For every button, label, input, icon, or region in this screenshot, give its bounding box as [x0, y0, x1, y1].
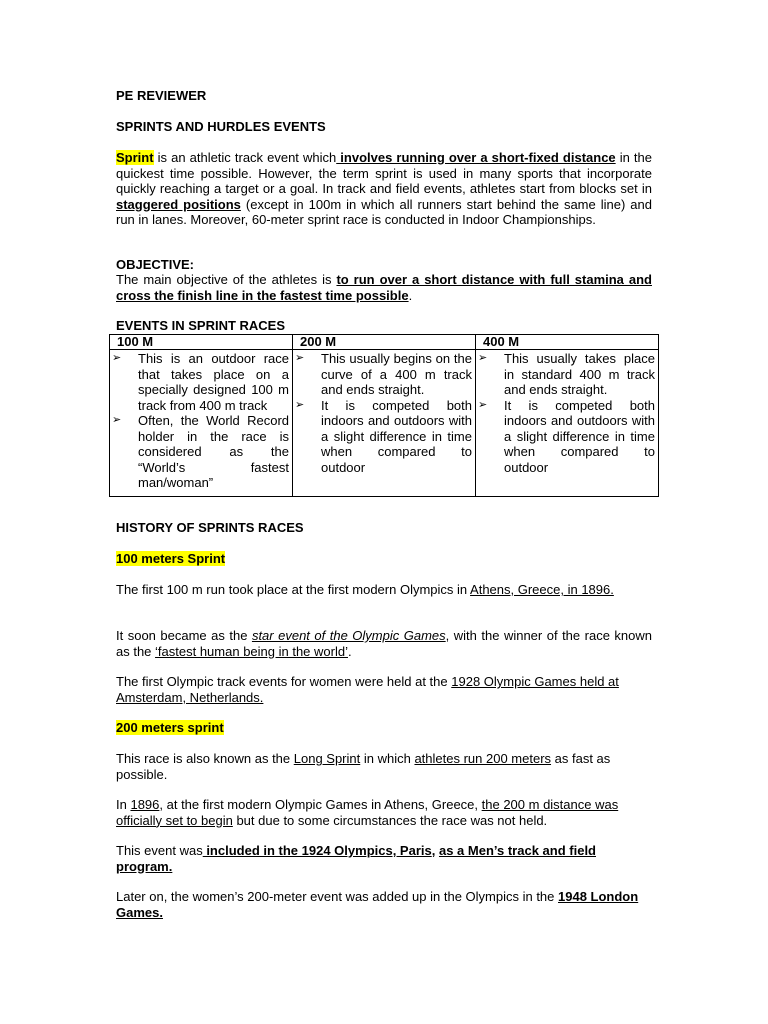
term-highlight: Sprint — [116, 150, 154, 165]
history-200m-p2: In 1896, at the first modern Olympic Games in Athens, Greece, the 200 m distance was officially set to begin but due to some circumstances the race was not held. — [116, 797, 619, 828]
subheading-200m: 200 meters sprint — [116, 720, 224, 735]
history-200m-p1: This race is also known as the Long Sprint in which athletes run 200 meters as fast as possible. — [116, 751, 611, 782]
table-row — [110, 350, 659, 497]
arrow-bullet-icon: ➢ — [112, 352, 122, 364]
arrow-bullet-icon: ➢ — [112, 414, 122, 426]
history-200m-p4: Later on, the women’s 200-meter event was added up in the Olympics in the 1948 London Games. — [116, 889, 639, 920]
emphasis: involves running over a short-fixed distance — [336, 150, 616, 165]
arrow-bullet-icon: ➢ — [295, 352, 305, 364]
arrow-bullet-icon: ➢ — [478, 352, 488, 364]
arrow-bullet-icon: ➢ — [295, 398, 305, 411]
history-100m-p1: The first 100 m run took place at the first modern Olympics in Athens, Greece, in 1896. — [116, 582, 614, 597]
history-100m-p2: It soon became as the star event of the Olympic Games, with the winner of the race known as the ‘fastest human being in the world’. — [116, 628, 652, 659]
list-item: ➢ It is competed both indoors and outdoors with a slight difference in time when compared to outdoor — [295, 397, 472, 475]
history-heading: HISTORY OF SPRINTS RACES — [116, 520, 304, 535]
subheading-100m: 100 meters Sprint — [116, 551, 226, 566]
table-cell-100m — [110, 350, 293, 497]
section-title: SPRINTS AND HURDLES EVENTS — [116, 119, 326, 134]
objective-paragraph: The main objective of the athletes is to run over a short distance with full stamina and cross the finish line in the fastest time possible. — [116, 272, 652, 303]
doc-title: PE REVIEWER — [116, 88, 207, 103]
intro-paragraph: Sprint is an athletic track event which involves running over a short-fixed distance in the quickest time possible. However, the term sprint is used in many sports that incorporate quickly reaching a target or a goal. In track and field events, athletes start from blocks set in staggered positions (except in 100m in which all runners start behind the same line) and run in lanes. Moreover, 60-meter sprint race is conducted in Indoor Championships. — [116, 150, 652, 227]
table-header-100m: 100 M — [110, 335, 293, 350]
table-cell-200m — [293, 350, 476, 497]
table-header-row — [110, 335, 659, 350]
list-item: ➢ Often, the World Record holder in the race is considered as the “World’s fastest man/woman” — [112, 413, 289, 490]
emphasis: staggered positions — [116, 196, 241, 212]
list-item: ➢ This usually begins on the curve of a 400 m track and ends straight. — [295, 351, 472, 397]
history-100m-p3: The first Olympic track events for women were held at the 1928 Olympic Games held at Amsterdam, Netherlands. — [116, 674, 619, 705]
table-header-400m: 400 M — [476, 335, 659, 350]
emphasis: to run over a short distance with full stamina and cross the finish line in the fastest time possible — [116, 272, 652, 303]
list-item: ➢ This usually takes place in standard 400 m track and ends straight. — [478, 351, 655, 397]
arrow-bullet-icon: ➢ — [478, 398, 488, 411]
table-header-200m: 200 M — [293, 335, 476, 350]
history-200m-p3: This event was included in the 1924 Olympics, Paris, as a Men’s track and field program. — [116, 843, 596, 874]
list-item: ➢ It is competed both indoors and outdoors with a slight difference in time when compared to outdoor — [478, 397, 655, 475]
events-table — [109, 334, 659, 497]
objective-heading: OBJECTIVE: — [116, 257, 195, 272]
events-heading: EVENTS IN SPRINT RACES — [116, 318, 286, 333]
table-cell-400m — [476, 350, 659, 497]
list-item: ➢ This is an outdoor race that takes place on a specially designed 100 m track from 400 m track — [112, 351, 289, 413]
